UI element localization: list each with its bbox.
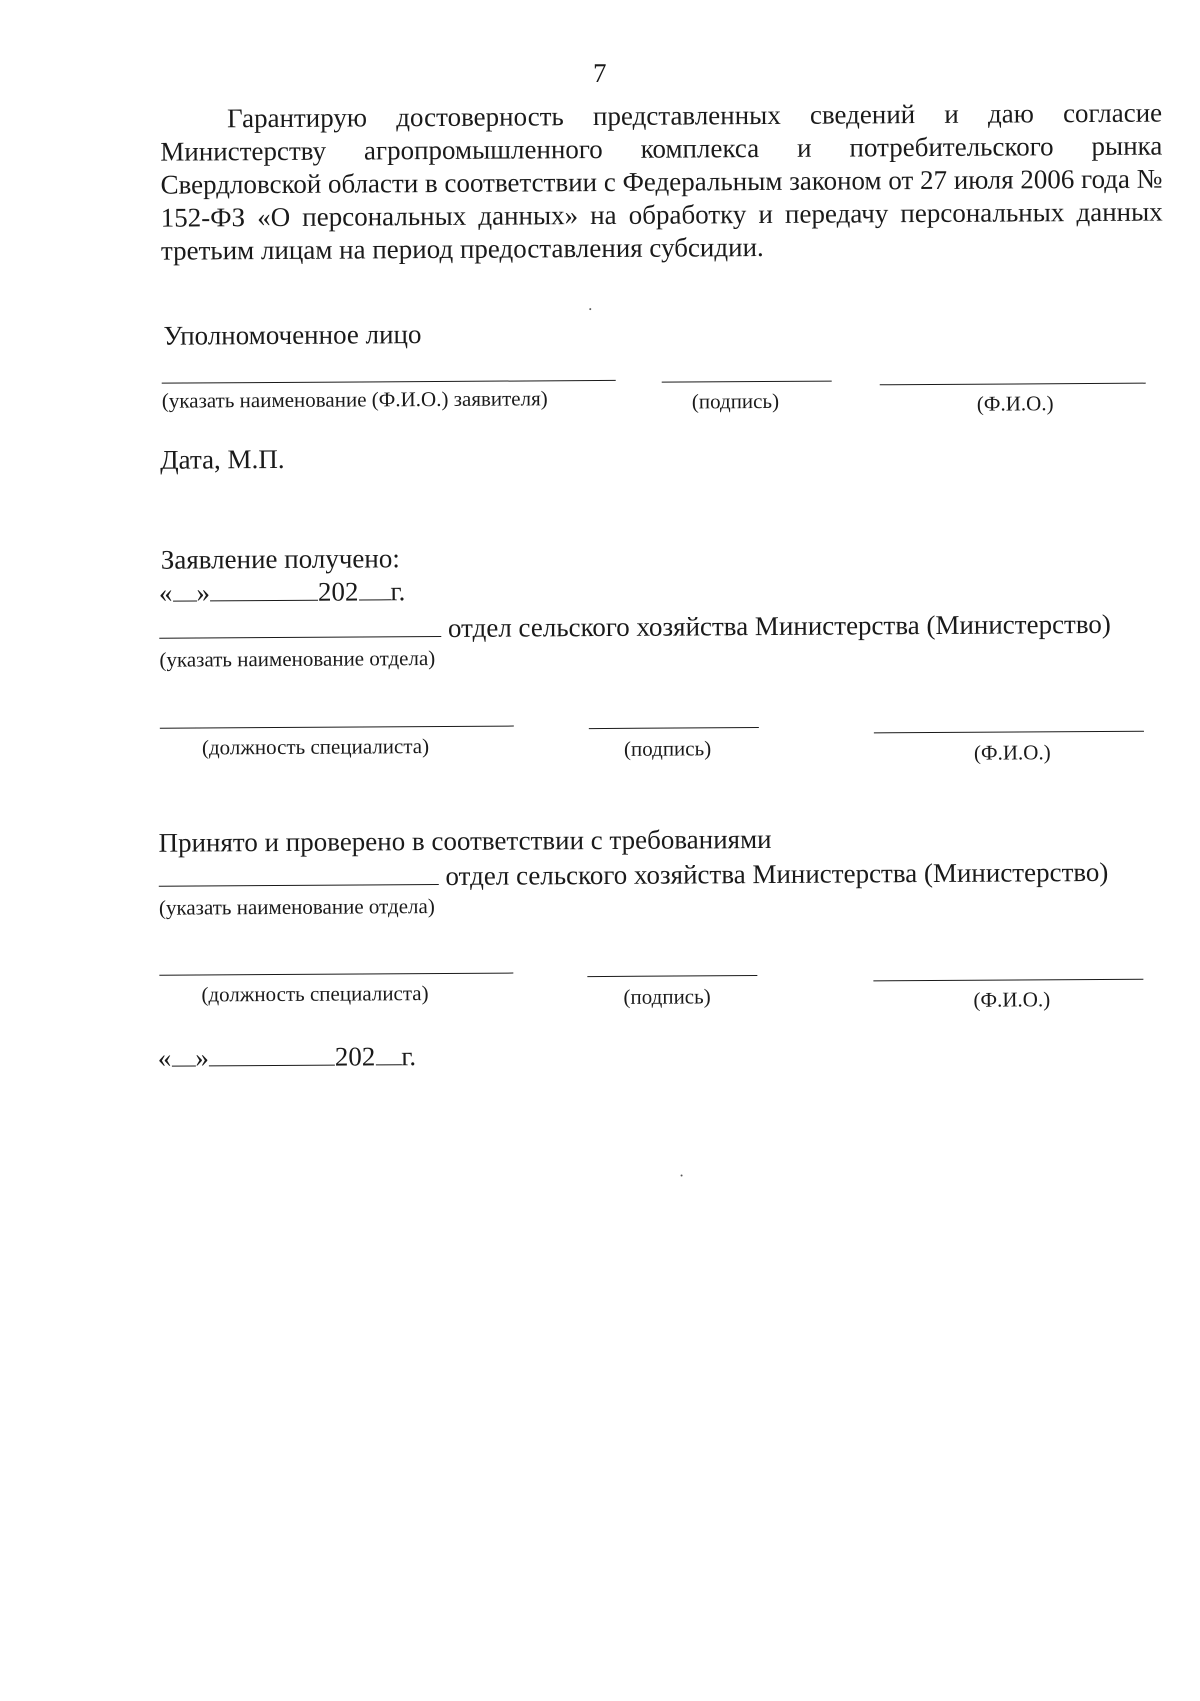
accepted-year-line [375, 1042, 401, 1065]
received-signature-caption: (подпись) [623, 736, 712, 761]
received-position-line [160, 726, 514, 729]
date-stamp-label: Дата, М.П. [160, 443, 285, 475]
accepted-date [158, 1041, 416, 1074]
applicant-fio-line [880, 383, 1146, 386]
applicant-fio-caption: (Ф.И.О.) [976, 391, 1054, 416]
received-department-text: отдел сельского хозяйства Министерства (Министерство) [447, 608, 1111, 643]
accepted-signature-line [587, 975, 757, 977]
received-signature-line [589, 727, 759, 729]
received-date-open-quote: « [158, 577, 173, 608]
applicant-name-line [162, 380, 616, 384]
received-department-line [159, 614, 441, 639]
accepted-position-line [159, 973, 513, 976]
received-date [159, 576, 405, 609]
received-fio-caption: (Ф.И.О.) [973, 740, 1051, 765]
scan-speck [589, 308, 591, 310]
applicant-name-caption: (указать наименование (Ф.И.О.) заявителя) [161, 386, 548, 413]
accepted-department-caption: (указать наименование отдела) [158, 894, 435, 920]
accepted-department-text: отдел сельского хозяйства Министерства (Министерство) [445, 856, 1109, 891]
accepted-department-line [159, 862, 439, 887]
accepted-month-line [209, 1043, 335, 1067]
accepted-position-caption: (должность специалиста) [201, 981, 429, 1007]
received-department-row [159, 609, 1111, 646]
consent-paragraph: Гарантирую достоверность представленных сведений и даю согласие Министерству агропромышленного комплекса и потребительского рынка Свердловской области в соответствии с Федеральным законом от 27 июля 2006 года № 152-ФЗ «О персональных данных» на обработку и передачу персональных данных третьим лицам на период предоставления субсидии. [160, 97, 1163, 266]
scan-speck [681, 1175, 683, 1177]
received-year-suffix: г. [390, 576, 406, 607]
received-department-caption: (указать наименование отдела) [159, 646, 436, 672]
received-month-line [210, 578, 318, 602]
accepted-day-line [171, 1043, 195, 1066]
accepted-signature-caption: (подпись) [623, 984, 711, 1009]
accepted-department-row [159, 857, 1109, 894]
accepted-fio-caption: (Ф.И.О.) [973, 987, 1051, 1012]
received-date-close-quote: » [196, 577, 211, 608]
accepted-fio-line [873, 979, 1143, 982]
received-heading: Заявление получено: [160, 543, 400, 575]
received-year: 202 [317, 576, 359, 607]
accepted-date-open-quote: « [157, 1042, 172, 1073]
received-position-caption: (должность специалиста) [201, 734, 430, 760]
accepted-year: 202 [334, 1041, 376, 1072]
applicant-signature-caption: (подпись) [691, 388, 780, 414]
received-year-line [358, 577, 390, 600]
authorized-person-heading: Уполномоченное лицо [163, 319, 422, 351]
page-number: 7 [592, 57, 607, 89]
accepted-date-close-quote: » [195, 1042, 209, 1073]
accepted-year-suffix: г. [401, 1041, 417, 1072]
received-fio-line [874, 731, 1144, 734]
accepted-heading: Принято и проверено в соответствии с требованиями [158, 823, 772, 858]
received-day-line [172, 578, 196, 601]
applicant-signature-line [662, 381, 832, 383]
